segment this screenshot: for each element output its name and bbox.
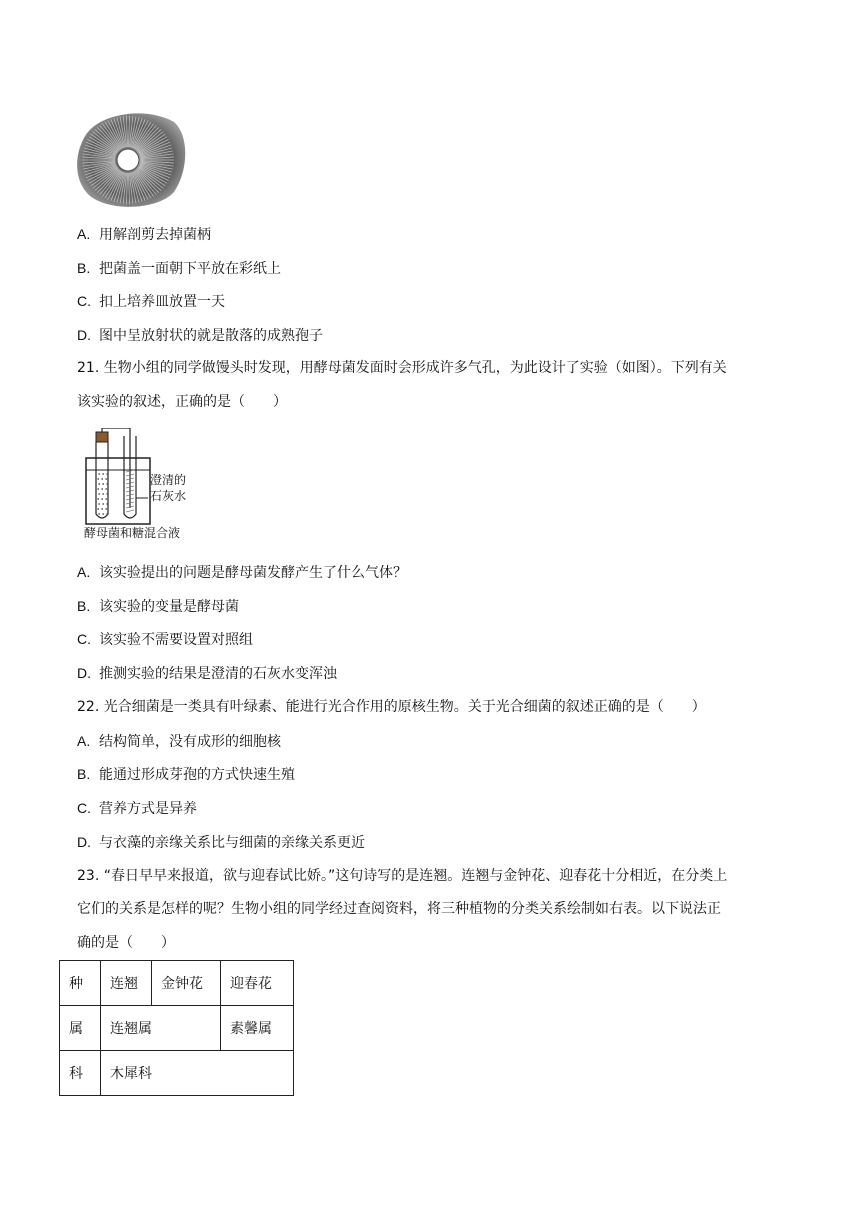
row-head: 属 [60, 1006, 101, 1051]
option-letter: A. [77, 564, 91, 580]
q21-option-d [77, 663, 337, 684]
q22-option-c [77, 798, 197, 819]
option-letter: C. [77, 800, 91, 816]
option-text: 能通过形成芽孢的方式快速生殖 [99, 767, 295, 783]
label-limewater-1: 澄清的 [150, 473, 187, 487]
option-letter: D. [77, 327, 91, 343]
option-letter: A. [77, 733, 91, 749]
label-yeast-mixture: 酵母菌和糖混合液 [84, 526, 181, 540]
option-text: 结构简单，没有成形的细胞核 [99, 734, 281, 750]
q23-stem-line2: 它们的关系是怎样的呢？生物小组的同学经过查阅资料，将三种植物的分类关系绘制如右表。以下说法正 [77, 901, 721, 917]
option-text: 推测实验的结果是澄清的石灰水变浑浊 [99, 666, 337, 682]
table-cell: 连翘属 [101, 1006, 221, 1051]
option-text: 扣上培养皿放置一天 [99, 294, 225, 310]
option-text: 该实验不需要设置对照组 [99, 632, 253, 648]
row-head: 科 [60, 1051, 101, 1096]
q20-option-c [77, 291, 225, 312]
table-row-family [60, 1051, 294, 1096]
option-text: 图中呈放射状的就是散落的成熟孢子 [99, 328, 323, 344]
table-cell: 素馨属 [221, 1006, 294, 1051]
table-cell: 连翘 [101, 961, 152, 1006]
q21-option-b [77, 596, 239, 617]
table-cell: 木犀科 [101, 1051, 294, 1096]
q21-stem-line1: 21. 生物小组的同学做馒头时发现，用酵母菌发面时会形成许多气孔，为此设计了实验（如图）。下列有关 [77, 360, 727, 376]
option-letter: B. [77, 260, 91, 276]
q20-option-d [77, 325, 323, 346]
q22-option-b [77, 764, 295, 785]
q21-option-c [77, 629, 253, 650]
option-letter: D. [77, 834, 91, 850]
option-letter: A. [77, 226, 91, 242]
option-letter: B. [77, 598, 91, 614]
option-text: 该实验的变量是酵母菌 [99, 599, 239, 615]
classification-table [59, 960, 294, 1096]
option-text: 与衣藻的亲缘关系比与细菌的亲缘关系更近 [99, 835, 365, 851]
option-text: 该实验提出的问题是酵母菌发酵产生了什么气体？ [99, 565, 407, 581]
q22-stem: 22. 光合细菌是一类具有叶绿素、能进行光合作用的原核生物。关于光合细菌的叙述正确的是（ ） [77, 699, 706, 715]
option-letter: C. [77, 631, 91, 647]
option-letter: B. [77, 766, 91, 782]
table-row-genus [60, 1006, 294, 1051]
q23-stem-line1: 23. “春日早早来报道，欲与迎春试比娇。”这句诗写的是连翘。连翘与金钟花、迎春花十分相近，在分类上 [77, 868, 728, 884]
spore-print-image [76, 108, 188, 210]
q22-option-d [77, 832, 365, 853]
q20-option-a [77, 224, 211, 245]
q20-option-b [77, 258, 281, 279]
table-cell: 迎春花 [221, 961, 294, 1006]
option-text: 营养方式是异养 [99, 801, 197, 817]
option-letter: D. [77, 665, 91, 681]
option-text: 把菌盖一面朝下平放在彩纸上 [99, 261, 281, 277]
option-letter: C. [77, 293, 91, 309]
label-limewater-2: 石灰水 [150, 489, 187, 503]
table-cell: 金钟花 [152, 961, 221, 1006]
row-head: 种 [60, 961, 101, 1006]
q21-stem-line2: 该实验的叙述，正确的是（ ） [77, 394, 287, 410]
q22-option-a [77, 731, 281, 752]
q23-stem-line3: 确的是（ ） [77, 935, 175, 951]
option-text: 用解剖剪去掉菌柄 [99, 227, 211, 243]
q21-option-a [77, 562, 407, 583]
table-row-species [60, 961, 294, 1006]
